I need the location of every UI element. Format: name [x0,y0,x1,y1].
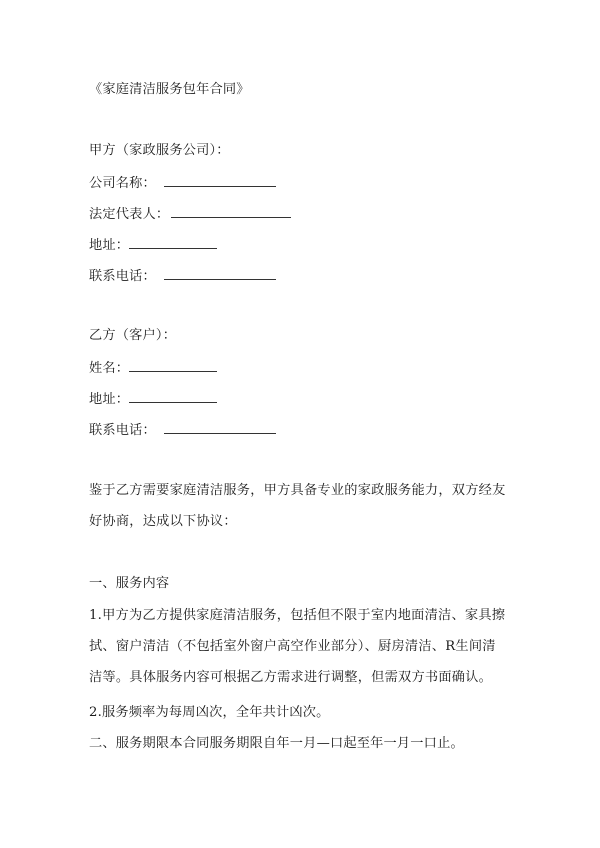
section-1-item-2: 2.服务频率为每周凶次，全年共计凶次。 [89,705,330,720]
party-a-rep-row [89,204,291,224]
party-b-address-label: 地址： [89,392,130,407]
company-name-blank[interactable] [164,173,276,187]
company-name-label: 公司名称： [89,176,156,191]
section-1-heading: 一、服务内容 [89,576,170,591]
section-1-item-1: 1.甲方为乙方提供家庭清洁服务，包括但不限于室内地面清洁、家具擦拭、窗户清洁（不包括室外窗户高空作业部分）、厨房清洁、R生间清洁等。具体服务内容可根据乙方需求进行调整，但需双方书面确认。 [89,608,506,685]
party-b-name-label: 姓名： [89,361,130,376]
party-a-address-blank[interactable] [129,235,217,249]
party-a-company-row [89,173,276,193]
party-b-phone-row [89,420,276,440]
legal-rep-blank[interactable] [171,204,291,218]
party-a-address-row [89,235,217,255]
party-b-phone-blank[interactable] [164,420,276,434]
party-a-heading: 甲方（家政服务公司）： [89,143,230,158]
party-b-phone-label: 联系电话： [89,423,156,438]
legal-rep-label: 法定代表人： [89,207,170,222]
party-b-name-row [89,358,217,378]
party-a-phone-blank[interactable] [164,266,276,280]
party-a-phone-label: 联系电话： [89,269,156,284]
party-b-heading: 乙方（客户）： [89,328,177,343]
party-a-phone-row [89,266,276,286]
party-b-name-blank[interactable] [129,358,217,372]
section-2-heading: 二、服务期限本合同服务期限自年一月—口起至年一月一口止。 [89,736,464,751]
party-a-address-label: 地址： [89,238,130,253]
contract-title: 《家庭清洁服务包年合同》 [89,82,250,97]
preamble-paragraph: 鉴于乙方需要家庭清洁服务，甲方具备专业的家政服务能力，双方经友好协商，达成以下协议： [89,483,506,529]
party-b-address-row [89,389,217,409]
party-b-address-blank[interactable] [129,389,217,403]
